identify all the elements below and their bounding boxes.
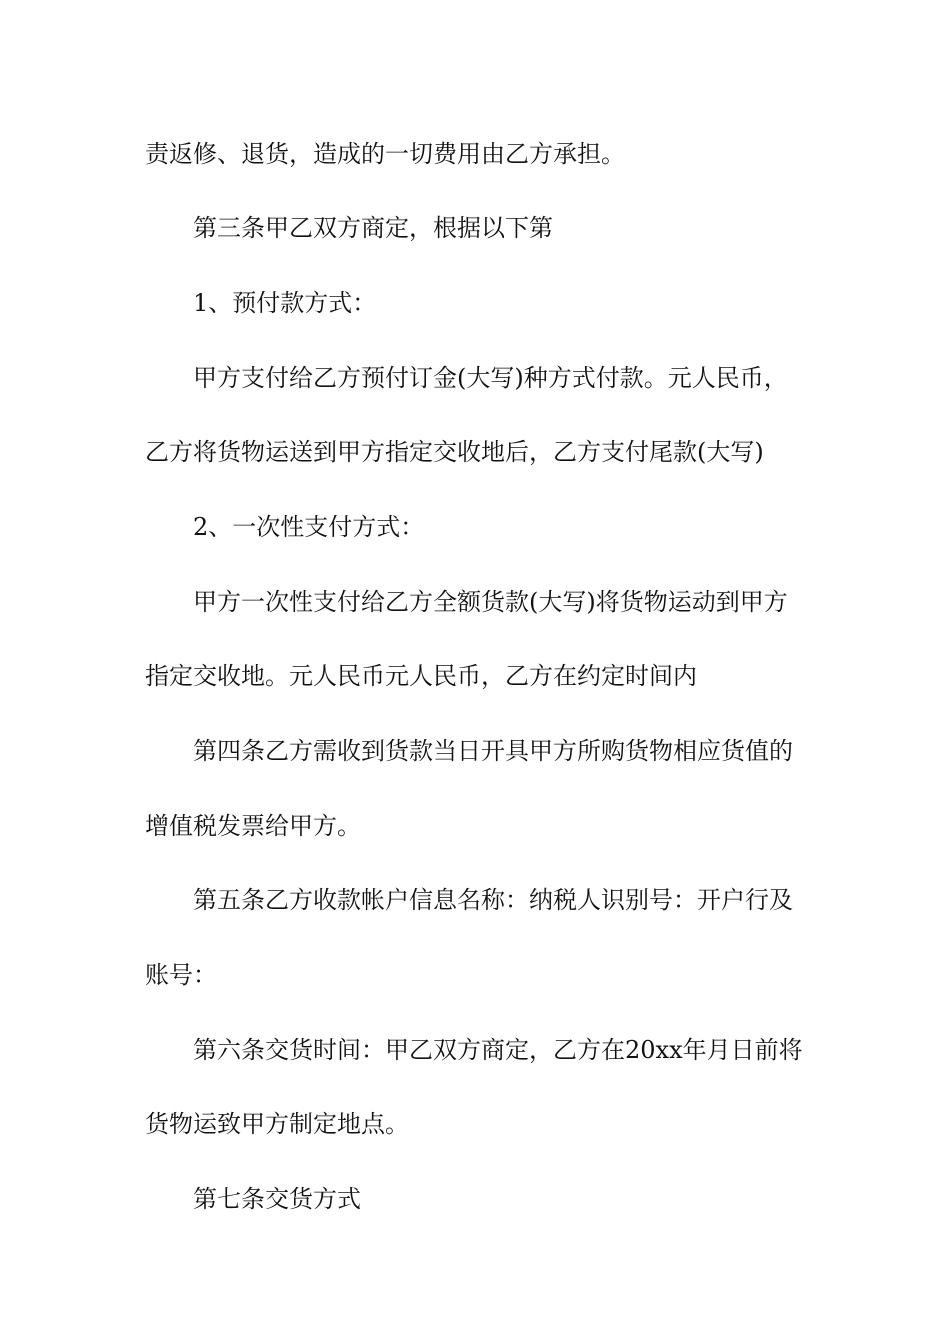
text-line-7: 甲方一次性支付给乙方全额货款(大写)将货物运动到甲方 — [193, 588, 788, 616]
text-line-8: 指定交收地。元人民币元人民币，乙方在约定时间内 — [145, 662, 697, 690]
text-line-11: 第五条乙方收款帐户信息名称：纳税人识别号：开户行及 — [193, 886, 793, 914]
text-line-10: 增值税发票给甲方。 — [145, 812, 361, 840]
text-line-6: 2、一次性支付方式： — [193, 513, 425, 541]
text-line-1: 责返修、退货，造成的一切费用由乙方承担。 — [145, 140, 625, 168]
text-line-14: 货物运致甲方制定地点。 — [145, 1110, 409, 1138]
text-line-12: 账号： — [145, 961, 217, 989]
text-line-13: 第六条交货时间：甲乙双方商定，乙方在20xx年月日前将 — [193, 1036, 803, 1064]
text-line-2: 第三条甲乙双方商定，根据以下第 — [193, 214, 553, 242]
text-line-9: 第四条乙方需收到货款当日开具甲方所购货物相应货值的 — [193, 737, 793, 765]
text-line-15: 第七条交货方式 — [193, 1185, 361, 1213]
text-line-3: 1、预付款方式： — [193, 289, 377, 317]
text-line-5: 乙方将货物运送到甲方指定交收地后，乙方支付尾款(大写) — [145, 438, 764, 466]
text-line-4: 甲方支付给乙方预付订金(大写)种方式付款。元人民币， — [193, 364, 788, 392]
